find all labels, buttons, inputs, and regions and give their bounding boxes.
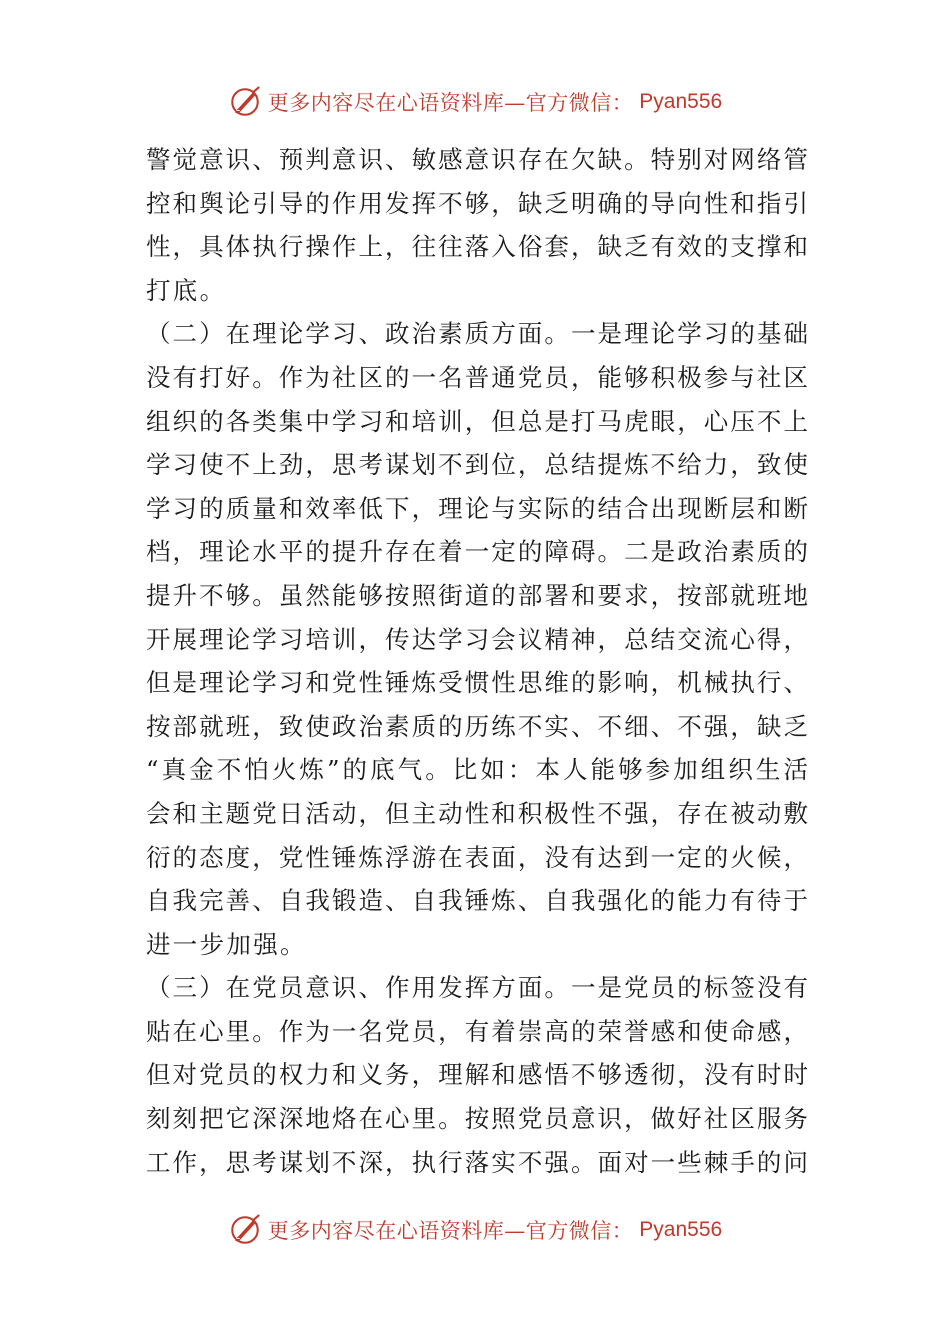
text-line: 提升不够。虽然能够按照街道的部署和要求，按部就班地 — [146, 580, 808, 610]
watermark-wechat-id: Pyan556 — [639, 1218, 723, 1241]
text-line: 会和主题党日活动，但主动性和积极性不强，存在被动敷 — [146, 798, 808, 828]
document-body — [146, 138, 808, 1184]
text-line: 衍的态度，党性锤炼浮游在表面，没有达到一定的火候， — [146, 842, 808, 872]
text-line: 但是理论学习和党性锤炼受惯性思维的影响，机械执行、 — [146, 668, 808, 698]
watermark-text: 更多内容尽在心语资料库—官方微信： — [267, 1219, 634, 1243]
text-line: 学习的质量和效率低下，理论与实际的结合出现断层和断 — [146, 493, 808, 523]
text-line: 自我完善、自我锻造、自我锤炼、自我强化的能力有待于 — [146, 886, 808, 916]
text-line: 刻刻把它深深地烙在心里。按照党员意识，做好社区服务 — [146, 1104, 808, 1134]
text-line: 档，理论水平的提升存在着一定的障碍。二是政治素质的 — [146, 537, 808, 567]
footer-watermark — [0, 1210, 950, 1250]
text-line: （三）在党员意识、作用发挥方面。一是党员的标签没有 — [146, 973, 808, 1003]
watermark-text: 更多内容尽在心语资料库—官方微信： — [267, 91, 634, 115]
text-line: 工作，思考谋划不深，执行落实不强。面对一些棘手的问 — [146, 1147, 808, 1177]
text-line: 组织的各类集中学习和培训，但总是打马虎眼，心压不上 — [146, 406, 808, 436]
text-line: （二）在理论学习、政治素质方面。一是理论学习的基础 — [146, 319, 808, 349]
text-line: “真金不怕火炼”的底气。比如：本人能够参加组织生活 — [146, 755, 808, 785]
text-line: 开展理论学习培训，传达学习会议精神，总结交流心得， — [146, 624, 808, 654]
text-line: 贴在心里。作为一名党员，有着崇高的荣誉感和使命感， — [146, 1016, 808, 1046]
text-line: 进一步加强。 — [146, 929, 307, 959]
text-line: 但对党员的权力和义务，理解和感悟不够透彻，没有时时 — [146, 1060, 808, 1090]
text-line: 警觉意识、预判意识、敏感意识存在欠缺。特别对网络管 — [146, 145, 808, 174]
text-line: 按部就班，致使政治素质的历练不实、不细、不强，缺乏 — [146, 711, 808, 741]
text-line: 控和舆论引导的作用发挥不够，缺乏明确的导向性和指引 — [146, 188, 808, 218]
text-line: 学习使不上劲，思考谋划不到位，总结提炼不给力，致使 — [146, 450, 808, 480]
header-watermark — [0, 82, 950, 122]
text-line: 没有打好。作为社区的一名普通党员，能够积极参与社区 — [146, 362, 808, 392]
text-line: 打底。 — [146, 275, 227, 305]
quill-pen-icon — [228, 85, 262, 119]
watermark-wechat-id: Pyan556 — [639, 90, 723, 113]
text-line: 性，具体执行操作上，往往落入俗套，缺乏有效的支撑和 — [146, 232, 808, 262]
quill-pen-icon — [228, 1213, 262, 1247]
